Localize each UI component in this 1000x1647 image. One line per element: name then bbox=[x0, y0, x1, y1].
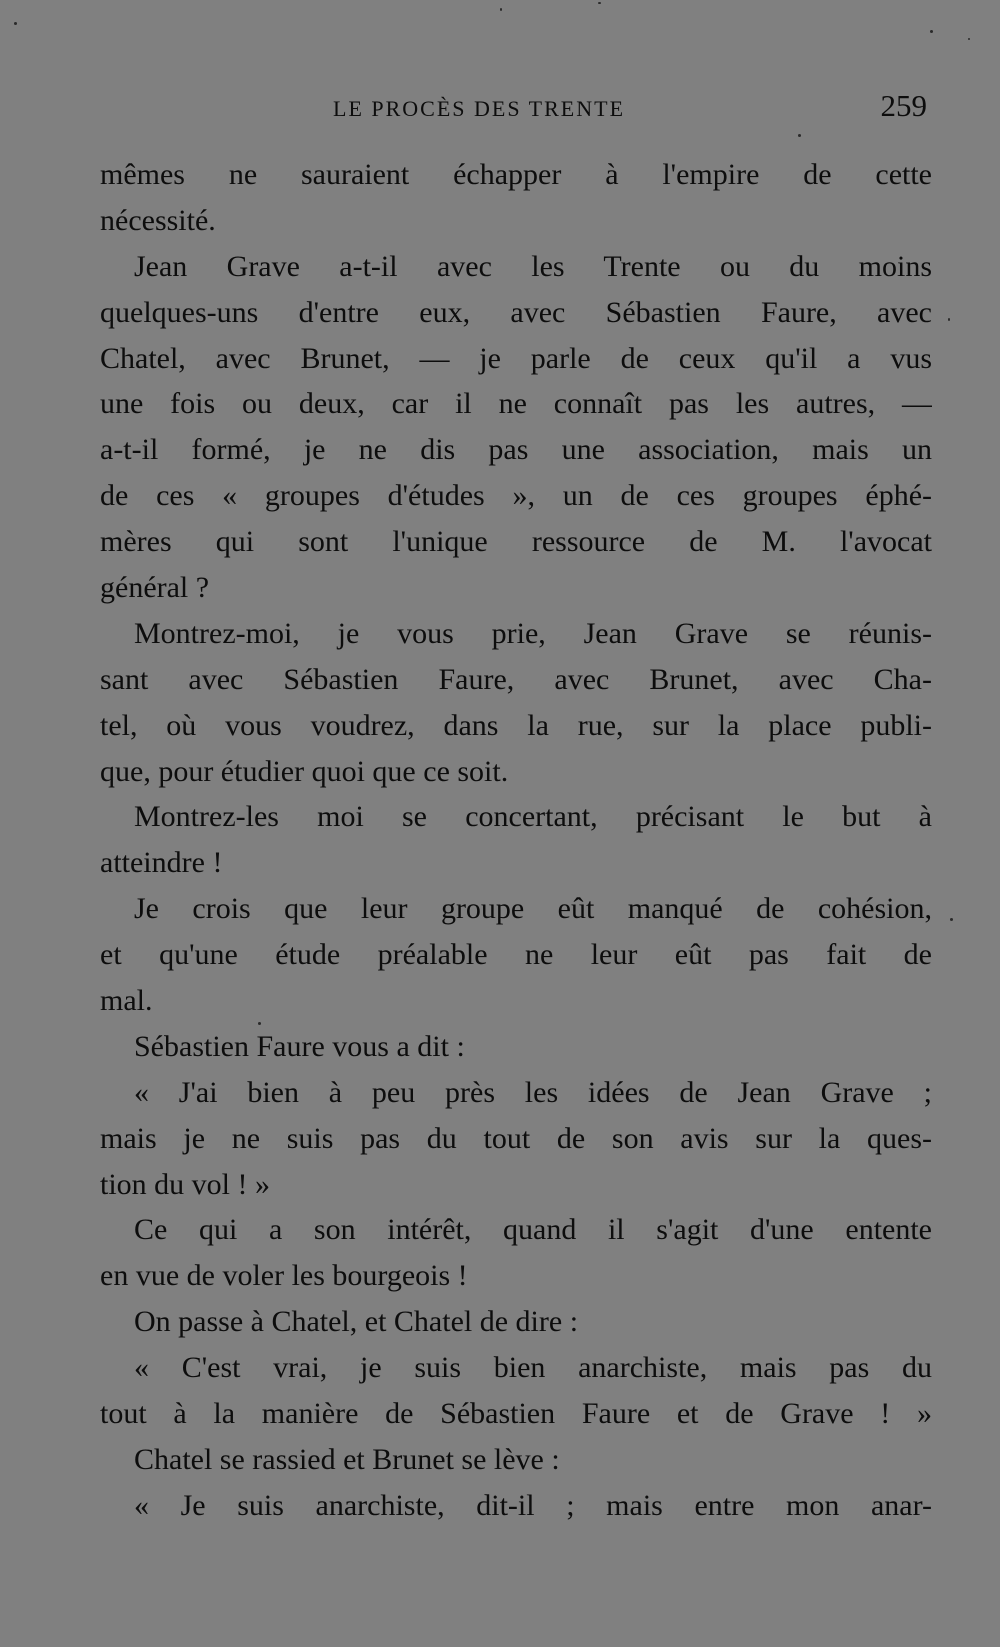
text-line: On passe à Chatel, et Chatel de dire : bbox=[134, 1305, 579, 1339]
text-line: que, pour étudier quoi que ce soit. bbox=[100, 754, 509, 788]
text-line: une fois ou deux, car il ne connaît pas les autres, — bbox=[100, 387, 932, 421]
text-line: en vue de voler les bourgeois ! bbox=[100, 1259, 468, 1293]
scan-speck bbox=[968, 38, 970, 40]
text-line: Sébastien Faure vous a dit : bbox=[134, 1029, 465, 1063]
text-line: Jean Grave a-t-il avec les Trente ou du moins bbox=[134, 249, 932, 283]
scan-speck bbox=[258, 1022, 261, 1025]
text-line: tion du vol ! » bbox=[100, 1167, 270, 1201]
text-line: tel, où vous voudrez, dans la rue, sur la place publi- bbox=[100, 708, 932, 742]
scan-speck bbox=[950, 918, 953, 921]
text-line: a-t-il formé, je ne dis pas une association, mais un bbox=[100, 433, 932, 467]
text-line: général ? bbox=[100, 571, 210, 605]
scan-speck bbox=[948, 318, 950, 321]
scan-speck bbox=[14, 22, 17, 25]
body-text bbox=[100, 152, 932, 1529]
text-line: mères qui sont l'unique ressource de M. l'avocat bbox=[100, 525, 932, 559]
text-line: « C'est vrai, je suis bien anarchiste, mais pas du bbox=[134, 1351, 932, 1385]
text-line: Montrez-moi, je vous prie, Jean Grave se réunis- bbox=[134, 616, 932, 650]
text-line: Je crois que leur groupe eût manqué de cohésion, bbox=[134, 892, 932, 926]
text-line: « J'ai bien à peu près les idées de Jean Grave ; bbox=[134, 1075, 932, 1109]
text-line: mêmes ne sauraient échapper à l'empire de cette bbox=[100, 158, 932, 191]
page-header bbox=[100, 88, 930, 128]
text-line: tout à la manière de Sébastien Faure et de Grave ! » bbox=[100, 1397, 932, 1431]
text-line: atteindre ! bbox=[100, 846, 223, 880]
text-line: mal. bbox=[100, 984, 153, 1018]
text-line: et qu'une étude préalable ne leur eût pas fait de bbox=[100, 938, 932, 972]
scan-speck bbox=[598, 2, 601, 4]
text-line: « Je suis anarchiste, dit-il ; mais entre mon anar- bbox=[134, 1488, 932, 1522]
page-number: 259 bbox=[880, 88, 927, 123]
text-line: quelques-uns d'entre eux, avec Sébastien Faure, avec bbox=[100, 295, 932, 329]
scan-speck bbox=[798, 134, 801, 137]
text-line: Chatel se rassied et Brunet se lève : bbox=[134, 1442, 560, 1476]
text-line: mais je ne suis pas du tout de son avis sur la ques- bbox=[100, 1121, 932, 1155]
text-line: Ce qui a son intérêt, quand il s'agit d'une entente bbox=[134, 1213, 932, 1247]
text-line: Chatel, avec Brunet, — je parle de ceux qu'il a vus bbox=[100, 341, 932, 375]
running-title: LE PROCÈS DES TRENTE bbox=[333, 96, 626, 121]
text-line: de ces « groupes d'études », un de ces groupes éphé- bbox=[100, 479, 932, 513]
scan-speck bbox=[500, 8, 502, 11]
scan-speck bbox=[930, 30, 933, 33]
text-line: nécessité. bbox=[100, 203, 216, 237]
text-line: sant avec Sébastien Faure, avec Brunet, avec Cha- bbox=[100, 662, 932, 696]
text-line: Montrez-les moi se concertant, précisant le but à bbox=[134, 800, 932, 834]
